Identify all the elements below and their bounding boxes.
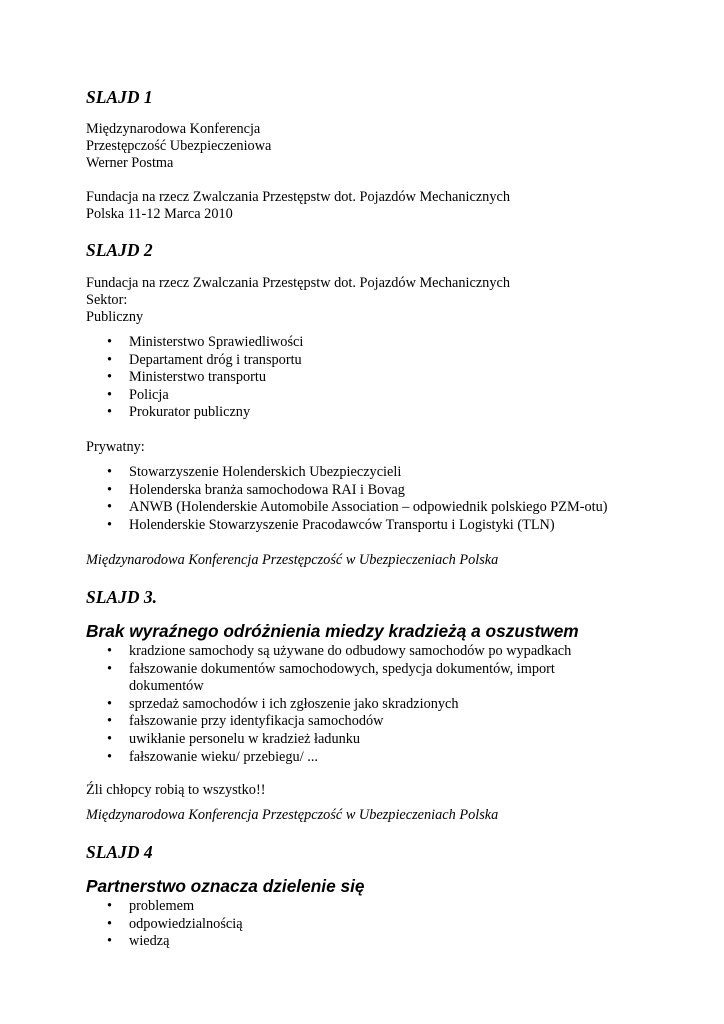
bullet-icon: • — [107, 643, 113, 659]
slide-3-title: SLAJD 3. — [86, 587, 157, 607]
bullet-icon: • — [107, 713, 113, 730]
bullet-icon: • — [107, 695, 113, 712]
bullet-icon: • — [107, 369, 113, 386]
list-item: • wiedzą — [107, 933, 170, 950]
list-item: • Ministerstwo Sprawiedliwości — [107, 334, 304, 350]
slide-2-footer: Międzynarodowa Konferencja Przestępczość w Ubezpieczeniach Polska — [86, 552, 499, 568]
slide-4-list — [86, 898, 243, 951]
list-item: • kradzione samochody są używane do odbudowy samochodów po wypadkach — [107, 643, 572, 659]
list-item: • Departament dróg i transportu — [107, 351, 302, 368]
list-item: • Prokurator publiczny — [107, 404, 251, 421]
bullet-icon: • — [107, 386, 113, 403]
bullet-icon: • — [107, 898, 113, 914]
bullet-icon: • — [107, 915, 113, 932]
slide-2-title: SLAJD 2 — [86, 240, 153, 260]
list-item: • Holenderskie Stowarzyszenie Pracodawców Transportu i Logistyki (TLN) — [107, 516, 555, 533]
bullet-icon: • — [107, 481, 113, 498]
bullet-icon: • — [107, 516, 113, 533]
slide-3-note: Źli chłopcy robią to wszystko!! — [86, 782, 266, 798]
list-item: • fałszowanie wieku/ przebiegu/ ... — [107, 748, 318, 765]
list-item: • Policja — [107, 386, 169, 403]
list-item: • Stowarzyszenie Holenderskich Ubezpieczycieli — [107, 464, 402, 480]
slide-3-footer: Międzynarodowa Konferencja Przestępczość w Ubezpieczeniach Polska — [86, 807, 499, 823]
list-item: • ANWB (Holenderskie Automobile Association – odpowiednik polskiego PZM-otu) — [107, 499, 608, 516]
bullet-icon: • — [107, 933, 113, 950]
slide-2-line: Sektor: — [86, 292, 128, 308]
bullet-icon: • — [107, 499, 113, 516]
private-sector-label: Prywatny: — [86, 439, 145, 455]
bullet-icon: • — [107, 730, 113, 747]
slide-2-line: Publiczny — [86, 309, 144, 325]
list-item: • sprzedaż samochodów i ich zgłoszenie jako skradzionych — [107, 695, 459, 712]
bullet-icon: • — [107, 748, 113, 765]
slide-1-line: Międzynarodowa Konferencja — [86, 121, 261, 137]
bullet-icon: • — [107, 464, 113, 480]
slide-3-list — [86, 643, 589, 766]
slide-4-heading: Partnerstwo oznacza dzielenie się — [86, 876, 365, 896]
list-item: • uwikłanie personelu w kradzież ładunku — [107, 730, 361, 747]
slide-1-title: SLAJD 1 — [86, 87, 153, 107]
list-item: • odpowiedzialnością — [107, 915, 243, 932]
slide-1-line: Werner Postma — [86, 155, 174, 171]
private-sector-list — [86, 464, 608, 534]
list-item: • fałszowanie przy identyfikacja samochodów — [107, 713, 384, 730]
public-sector-list — [86, 334, 303, 422]
list-item: • fałszowanie dokumentów samochodowych, spedycja dokumentów, import dokumentów — [107, 660, 555, 695]
bullet-icon: • — [107, 404, 113, 421]
slide-1-foundation-line: Fundacja na rzecz Zwalczania Przestępstw dot. Pojazdów Mechanicznych — [86, 189, 510, 205]
slide-1-date-line: Polska 11-12 Marca 2010 — [86, 206, 233, 222]
slide-2-line: Fundacja na rzecz Zwalczania Przestępstw dot. Pojazdów Mechanicznych — [86, 275, 510, 291]
list-item: • problemem — [107, 898, 195, 914]
bullet-icon: • — [107, 660, 113, 677]
slide-4-title: SLAJD 4 — [86, 842, 153, 862]
slide-1-line: Przestępczość Ubezpieczeniowa — [86, 138, 272, 154]
slide-3-heading: Brak wyraźnego odróżnienia miedzy kradzieżą a oszustwem — [86, 621, 579, 641]
bullet-icon: • — [107, 334, 113, 350]
list-item: • Holenderska branża samochodowa RAI i Bovag — [107, 481, 405, 498]
bullet-icon: • — [107, 351, 113, 368]
list-item: • Ministerstwo transportu — [107, 369, 267, 386]
